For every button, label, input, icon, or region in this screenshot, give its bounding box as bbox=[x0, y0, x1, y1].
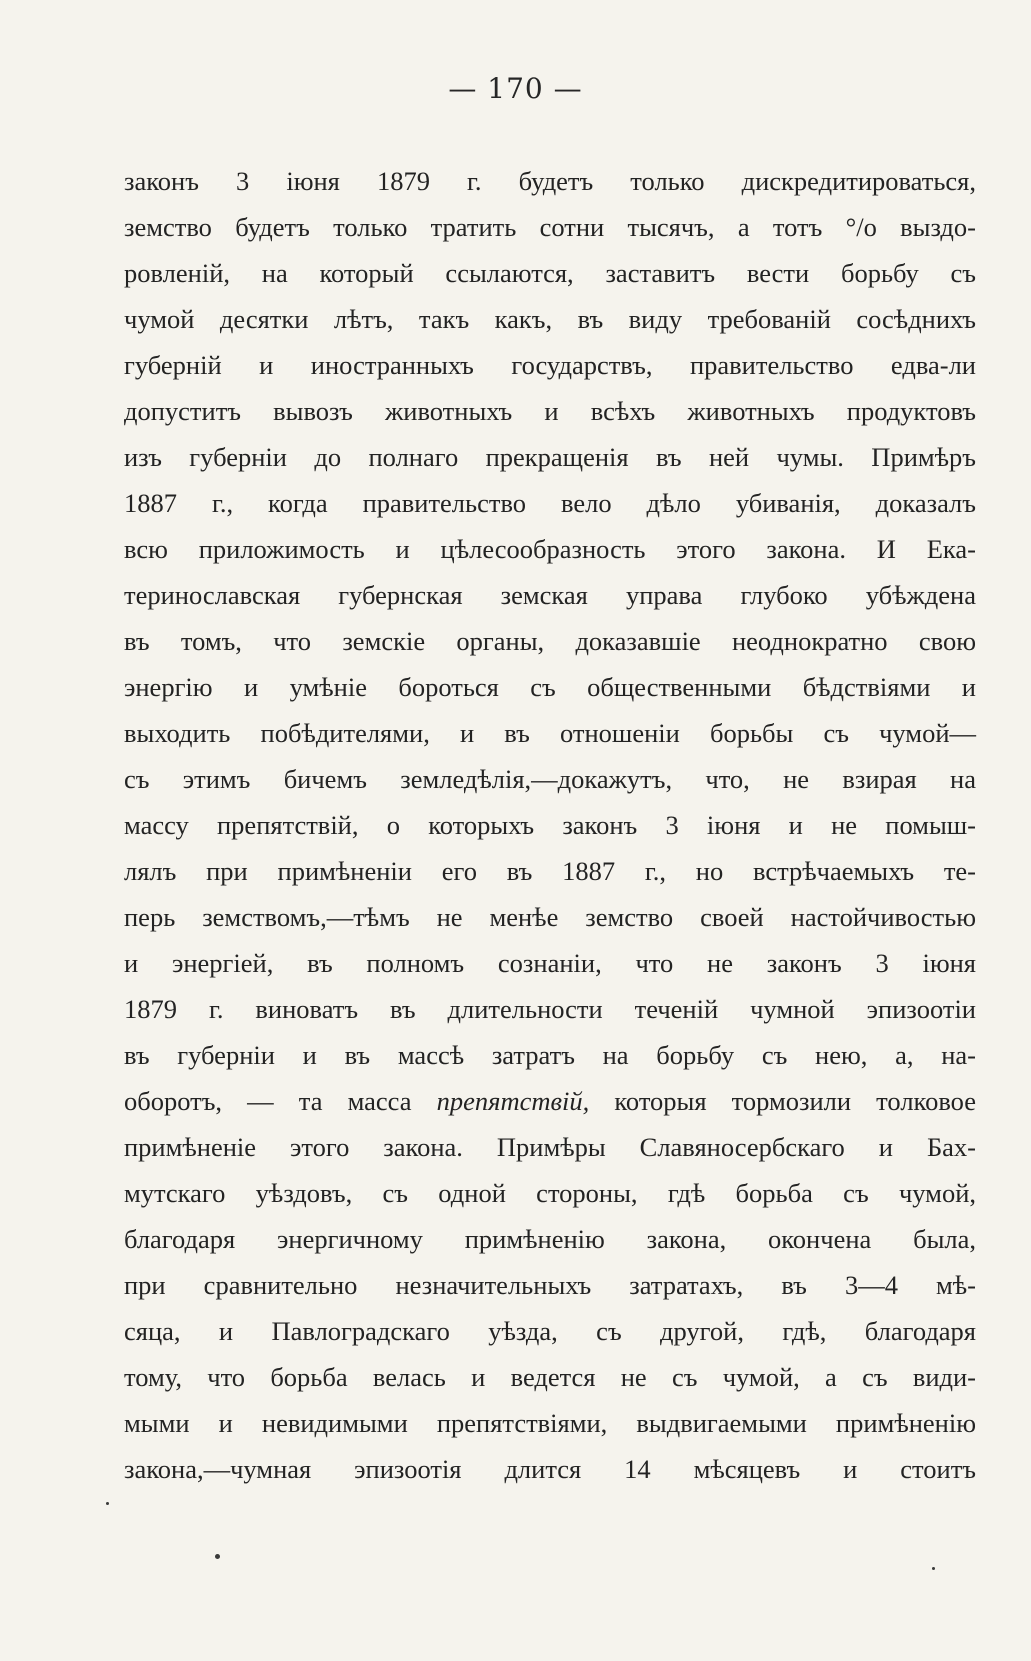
text-line: теринославская губернская земская управа глубоко убѣждена bbox=[124, 580, 976, 610]
text-line: энергію и умѣніе бороться съ общественными бѣдствіями и bbox=[124, 672, 976, 702]
text-line: мыми и невидимыми препятствіями, выдвигаемыми примѣненію bbox=[124, 1408, 976, 1438]
text-line: перь земствомъ,—тѣмъ не менѣе земство своей настойчивостью bbox=[124, 902, 976, 932]
text-line: мутскаго уѣздовъ, съ одной стороны, гдѣ борьба съ чумой, bbox=[124, 1178, 976, 1208]
page-number: — 170 — bbox=[448, 72, 583, 105]
text-line: выходить побѣдителями, и въ отношеніи борьбы съ чумой— bbox=[124, 718, 976, 748]
text-line: сяца, и Павлоградскаго уѣзда, съ другой, гдѣ, благодаря bbox=[124, 1316, 976, 1346]
text-line: всю приложимость и цѣлесообразность этого закона. И Ека- bbox=[124, 534, 976, 564]
text-line: благодаря энергичному примѣненію закона, окончена была, bbox=[124, 1224, 976, 1254]
text-line: допуститъ вывозъ животныхъ и всѣхъ животныхъ продуктовъ bbox=[124, 396, 976, 426]
ink-speck bbox=[106, 1502, 109, 1505]
text-line: 1887 г., когда правительство вело дѣло убиванія, доказалъ bbox=[124, 488, 976, 518]
text-line: при сравнительно незначительныхъ затратахъ, въ 3—4 мѣ- bbox=[124, 1270, 976, 1300]
text-line: въ томъ, что земскіе органы, доказавшіе неоднократно свою bbox=[124, 626, 976, 656]
text-line: примѣненіе этого закона. Примѣры Славяносербскаго и Бах- bbox=[124, 1132, 976, 1162]
text-line: губерній и иностранныхъ государствъ, правительство едва-ли bbox=[124, 350, 976, 380]
text-line-with-italic bbox=[124, 1078, 976, 1124]
text-segment: которыя тормозили толковое bbox=[589, 1086, 976, 1116]
ink-speck bbox=[932, 1567, 935, 1570]
text-line: ровленій, на который ссылаются, заставитъ вести борьбу съ bbox=[124, 258, 976, 288]
text-line: 1879 г. виноватъ въ длительности теченій чумной эпизоотіи bbox=[124, 994, 976, 1024]
text-line: земство будетъ только тратить сотни тысячъ, а тотъ °/о выздо- bbox=[124, 212, 976, 242]
italic-emphasis: препятствій, bbox=[436, 1086, 590, 1116]
ink-speck bbox=[215, 1554, 220, 1559]
text-line: въ губерніи и въ массѣ затратъ на борьбу съ нею, а, на- bbox=[124, 1040, 976, 1070]
text-line: чумой десятки лѣтъ, такъ какъ, въ виду требованій сосѣднихъ bbox=[124, 304, 976, 334]
text-line: лялъ при примѣненіи его въ 1887 г., но встрѣчаемыхъ те- bbox=[124, 856, 976, 886]
text-line: законъ 3 іюня 1879 г. будетъ только дискредитироваться, bbox=[124, 166, 976, 196]
text-line: закона,—чумная эпизоотія длится 14 мѣсяцевъ и стоитъ bbox=[124, 1454, 976, 1484]
text-segment: оборотъ, — та масса bbox=[124, 1086, 437, 1116]
text-line: съ этимъ бичемъ земледѣлія,—докажутъ, что, не взирая на bbox=[124, 764, 976, 794]
body-text bbox=[124, 158, 976, 1492]
text-line: изъ губерніи до полнаго прекращенія въ ней чумы. Примѣръ bbox=[124, 442, 976, 472]
text-line: и энергіей, въ полномъ сознаніи, что не законъ 3 іюня bbox=[124, 948, 976, 978]
text-line: тому, что борьба велась и ведется не съ чумой, а съ види- bbox=[124, 1362, 976, 1392]
text-line: массу препятствій, о которыхъ законъ 3 іюня и не помыш- bbox=[124, 810, 976, 840]
